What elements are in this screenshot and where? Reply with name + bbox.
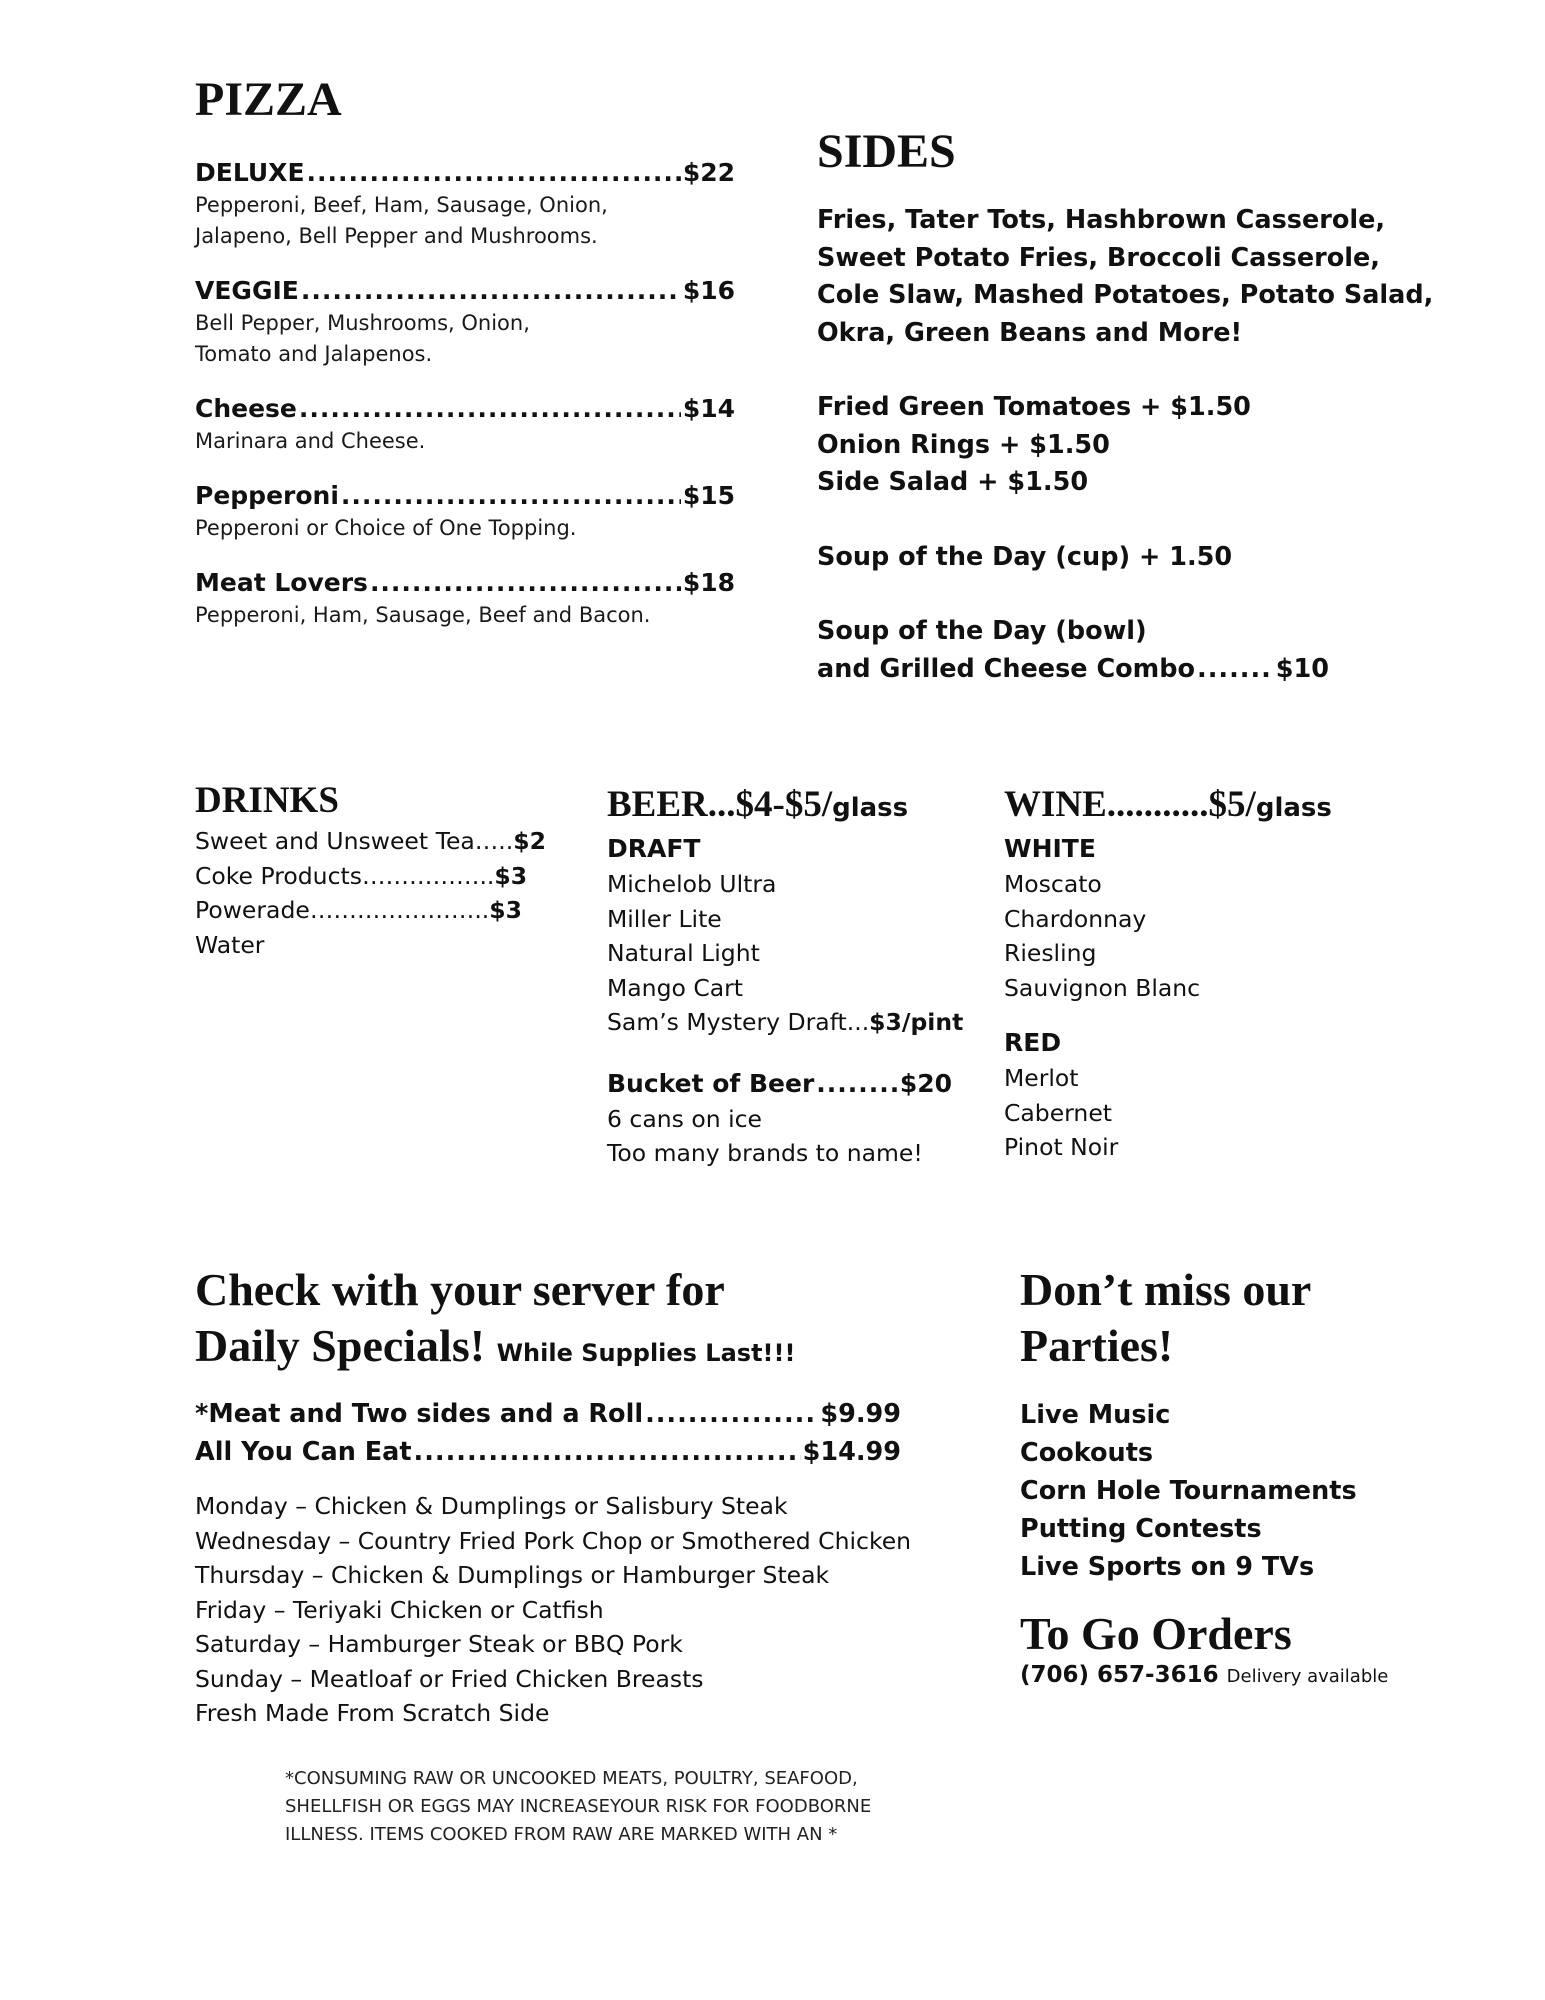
party-events	[1020, 1396, 1520, 1586]
food-safety-disclaimer: *CONSUMING RAW OR UNCOOKED MEATS, POULTRY, SEAFOOD, SHELLFISH OR EGGS MAY INCREASEYOUR RISK FOR FOODBORNE ILLNESS. ITEMS COOKED FROM RAW ARE MARKED WITH AN *	[285, 1768, 872, 1845]
item-description: Pepperoni, Ham, Sausage, Beef and Bacon.	[195, 603, 651, 627]
wine-item: Sauvignon Blanc	[1004, 973, 1201, 1002]
sides-list-line: Okra, Green Beans and More!	[817, 317, 1243, 348]
beer-title: BEER...$4-$5/glass	[607, 784, 909, 825]
item-name: Meat Lovers	[195, 568, 368, 597]
red-label: RED	[1004, 1028, 1062, 1057]
white-label: WHITE	[1004, 834, 1096, 863]
party-event: Live Music	[1020, 1400, 1171, 1430]
side-extra: Side Salad + $1.50	[817, 467, 1089, 497]
wine-item: Riesling	[1004, 939, 1097, 967]
beer-item: Miller Lite	[607, 904, 722, 933]
combo-row	[817, 651, 1329, 689]
sides-list-line: Cole Slaw, Mashed Potatoes, Potato Salad,	[817, 280, 1434, 310]
daily-special: Friday – Teriyaki Chicken or Catfish	[195, 1595, 604, 1624]
parties-section	[1020, 1262, 1520, 1688]
wine-section	[1004, 782, 1404, 1165]
pizza-section	[195, 70, 735, 631]
wine-item: Merlot	[1004, 1064, 1079, 1092]
combo-price: $10	[1275, 653, 1329, 684]
wine-title: WINE...........$5/glass	[1004, 784, 1332, 825]
daily-special: Sunday – Meatloaf or Fried Chicken Breasts	[195, 1664, 704, 1693]
drink-price: $3	[489, 896, 522, 924]
item-description: Bell Pepper, Mushrooms, Onion, Tomato and Jalapenos.	[195, 311, 530, 366]
party-event: Cookouts	[1020, 1438, 1154, 1468]
daily-special: Fresh Made From Scratch Side	[195, 1699, 550, 1727]
drink-item: Sweet and Unsweet Tea…..$2	[195, 827, 546, 855]
drink-item: Coke Products……………..$3	[195, 861, 528, 890]
specials-heading-line: Daily Specials! While Supplies Last!!!	[195, 1320, 796, 1371]
wine-item: Pinot Noir	[1004, 1133, 1119, 1161]
drink-price: $2	[513, 827, 546, 855]
bucket-row	[607, 1066, 952, 1102]
beer-item: Sam’s Mystery Draft...$3/pint	[607, 1008, 964, 1036]
party-event: Live Sports on 9 TVs	[1020, 1552, 1315, 1582]
combo-name: and Grilled Cheese Combo	[817, 653, 1196, 684]
delivery-note: Delivery available	[1226, 1666, 1389, 1687]
bucket-name: Bucket of Beer	[607, 1068, 815, 1098]
drink-price: $3	[494, 861, 528, 890]
drinks-section	[195, 778, 555, 962]
beer-item: Mango Cart	[607, 973, 744, 1002]
daily-special: Saturday – Hamburger Steak or BBQ Pork	[195, 1630, 683, 1658]
menu-item	[195, 392, 735, 457]
pizza-title: PIZZA	[195, 73, 342, 126]
wine-item: Moscato	[1004, 870, 1102, 898]
beer-item: Michelob Ultra	[607, 870, 777, 898]
wine-item: Chardonnay	[1004, 904, 1147, 933]
parties-heading-line: Don’t miss our	[1020, 1264, 1312, 1315]
wine-item: Cabernet	[1004, 1098, 1112, 1127]
deal-price: $14.99	[802, 1437, 901, 1467]
phone-number[interactable]: (706) 657-3616	[1020, 1662, 1219, 1688]
sides-title: SIDES	[817, 125, 956, 178]
item-name: Pepperoni	[195, 481, 339, 510]
togo-contact	[1020, 1662, 1520, 1688]
side-extra: Fried Green Tomatoes + $1.50	[817, 392, 1251, 422]
party-event: Corn Hole Tournaments	[1020, 1476, 1357, 1506]
item-price: $16	[682, 276, 735, 305]
menu-item	[195, 274, 735, 370]
parties-heading-line: Parties!	[1020, 1320, 1174, 1371]
beer-item: Natural Light	[607, 939, 760, 967]
drinks-title: DRINKS	[195, 780, 339, 821]
daily-special: Thursday – Chicken & Dumplings or Hamburger Steak	[195, 1561, 830, 1589]
drink-item: Powerade…………………..$3	[195, 896, 522, 924]
item-name: VEGGIE	[195, 276, 299, 305]
deal-price: $9.99	[820, 1399, 901, 1429]
draft-label: DRAFT	[607, 834, 701, 863]
combo-line: Soup of the Day (bowl)	[817, 616, 1147, 646]
daily-specials-list	[195, 1489, 935, 1731]
item-description: Pepperoni, Beef, Ham, Sausage, Onion, Jalapeno, Bell Pepper and Mushrooms.	[195, 193, 608, 248]
soup-cup: Soup of the Day (cup) + 1.50	[817, 541, 1233, 572]
beer-section	[607, 782, 967, 1171]
item-price: $18	[682, 568, 735, 597]
sides-list-line: Fries, Tater Tots, Hashbrown Casserole,	[817, 205, 1386, 235]
mystery-price: $3/pint	[869, 1008, 964, 1036]
bucket-desc: 6 cans on ice	[607, 1104, 762, 1133]
menu-item	[195, 156, 735, 252]
item-description: Marinara and Cheese.	[195, 429, 426, 453]
drink-item: Water	[195, 930, 265, 959]
menu-item	[195, 479, 735, 544]
item-price: $15	[682, 481, 735, 510]
item-description: Pepperoni or Choice of One Topping.	[195, 516, 577, 540]
togo-title: To Go Orders	[1020, 1608, 1292, 1659]
supplies-note: While Supplies Last!!!	[496, 1339, 796, 1367]
specials-section	[195, 1262, 935, 1731]
bucket-price: $20	[899, 1068, 952, 1098]
bucket-desc: Too many brands to name!	[607, 1139, 923, 1167]
special-deal: All You Can Eat ..... $14.99	[195, 1433, 901, 1471]
item-price: $22	[682, 158, 735, 187]
item-price: $14	[682, 394, 735, 423]
daily-special: Monday – Chicken & Dumplings or Salisbury Steak	[195, 1492, 788, 1520]
party-event: Putting Contests	[1020, 1514, 1262, 1544]
side-extra: Onion Rings + $1.50	[817, 429, 1110, 460]
sides-list-line: Sweet Potato Fries, Broccoli Casserole,	[817, 242, 1380, 273]
menu-item	[195, 566, 735, 631]
daily-special: Wednesday – Country Fried Pork Chop or Smothered Chicken	[195, 1526, 912, 1555]
item-name: DELUXE	[195, 158, 305, 187]
item-name: Cheese	[195, 394, 297, 423]
special-deal: *Meat and Two sides and a Roll ..... $9.99	[195, 1395, 901, 1433]
sides-section	[817, 122, 1437, 688]
specials-heading-line: Check with your server for	[195, 1264, 725, 1315]
